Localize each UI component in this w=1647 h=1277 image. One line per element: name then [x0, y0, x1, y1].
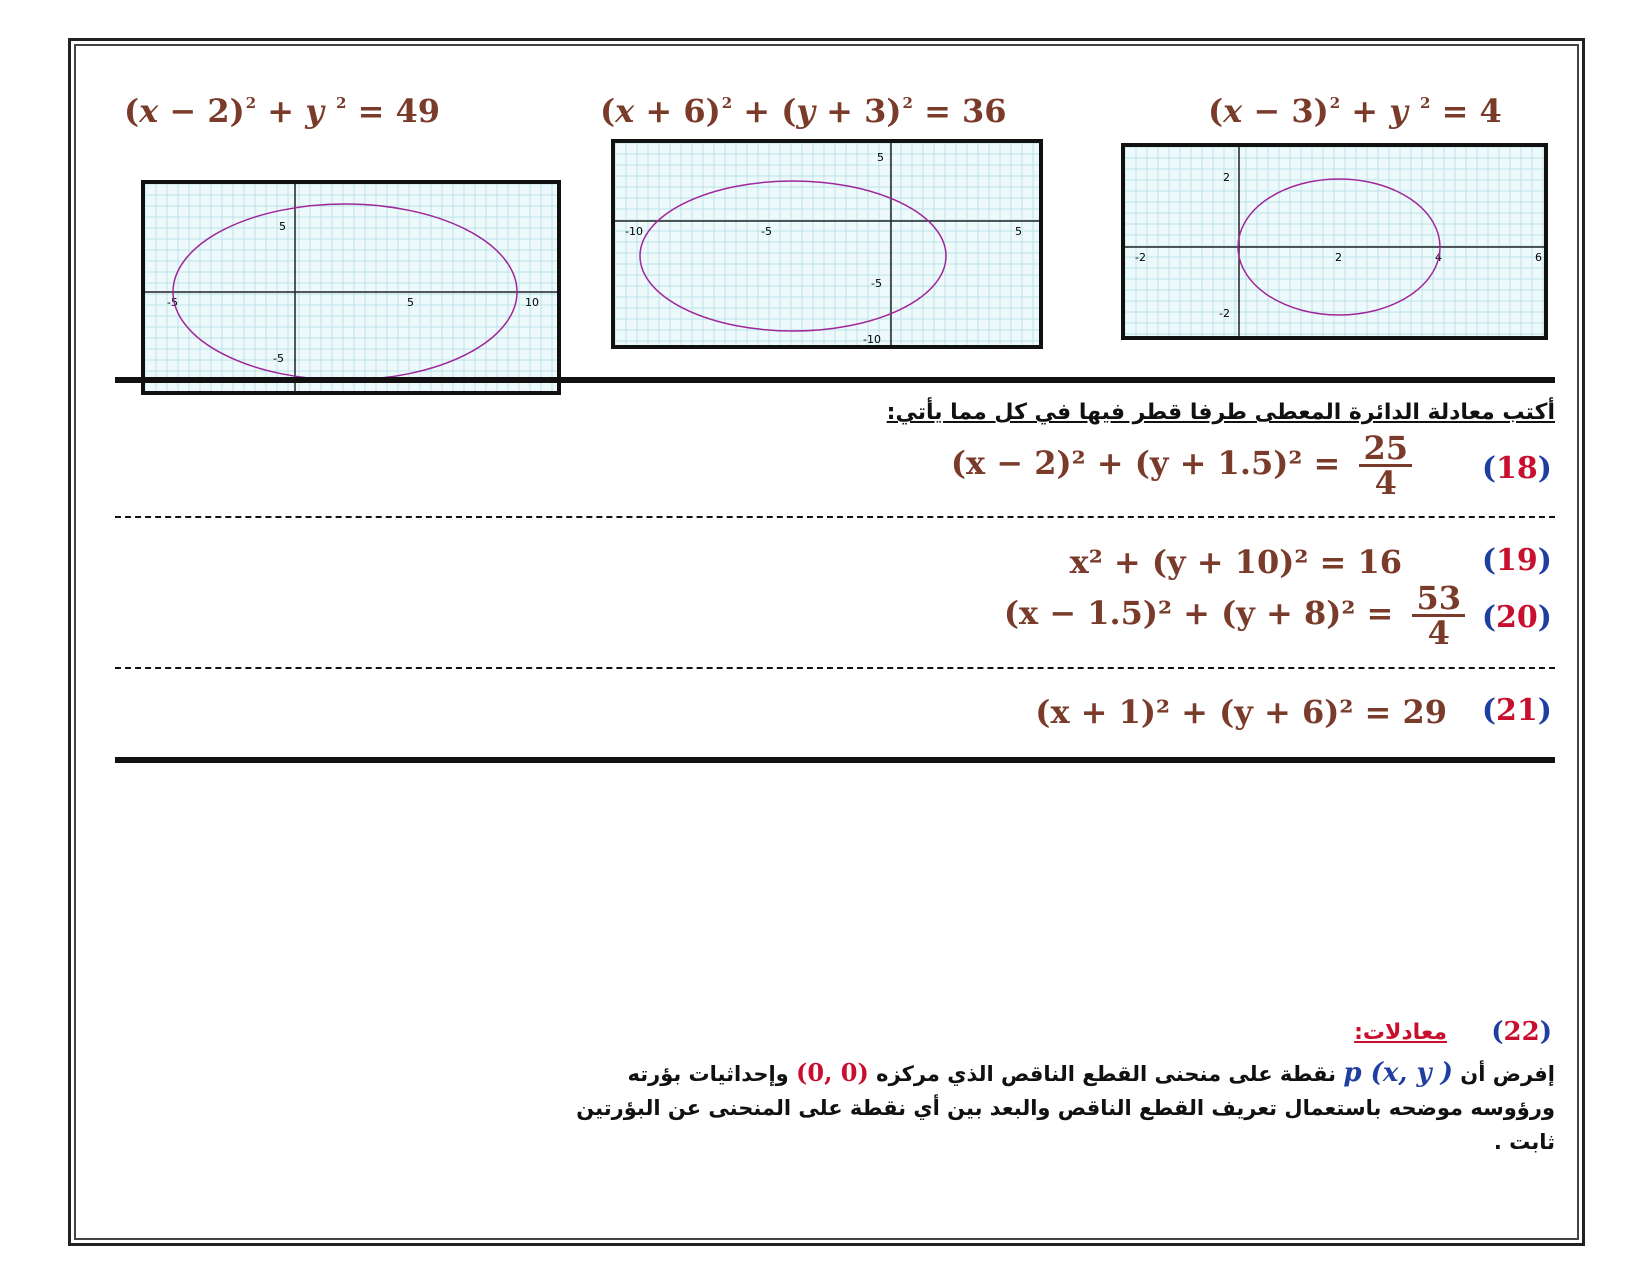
- graph-3-ytick-1: -2: [1219, 307, 1230, 320]
- graph-1-grid: [145, 184, 557, 391]
- section-title: أكتب معادلة الدائرة المعطى طرفا قطر فيها في كل مما يأتي:: [886, 400, 1555, 425]
- graph-3-xtick-0: -2: [1135, 251, 1146, 264]
- graph-equation-3: $(x - 3)^2 + y$ $^2$ = 4: [1208, 92, 1502, 130]
- graph-2-ytick-2: -10: [863, 333, 881, 345]
- graph-2-ytick-0: 5: [877, 151, 884, 164]
- graph-2-xtick-2: 5: [1015, 225, 1022, 238]
- divider-dashed-1: [115, 516, 1555, 518]
- graph-2-grid: [615, 143, 1039, 345]
- divider-dashed-2: [115, 667, 1555, 669]
- divider-middle: [115, 757, 1555, 763]
- graph-3-xtick-2: 4: [1435, 251, 1442, 264]
- problem-22-number: (22): [1491, 1017, 1552, 1047]
- graph-3-plot: [1125, 147, 1544, 336]
- problem-20-equation: (x − 1.5)² + (y + 8)² = $\frac{53}{4}$: [1004, 582, 1465, 649]
- graph-1-xtick-2: 10: [525, 296, 539, 309]
- problem-22-line-2: ورؤوسه موضحه باستعمال تعريف القطع الناقص والبعد بين أي نقطة على المنحنى عن البؤرتين: [576, 1096, 1555, 1120]
- graph-3-xtick-3: 6: [1535, 251, 1542, 264]
- graph-3-ytick-0: 2: [1223, 171, 1230, 184]
- problem-20-fraction: $\frac{53}{4}$: [1412, 582, 1465, 649]
- problem-19-number: (19): [1481, 543, 1552, 578]
- problem-18-number: (18): [1481, 451, 1552, 486]
- problem-20-number: (20): [1481, 600, 1552, 635]
- problem-21-number: (21): [1481, 693, 1552, 728]
- graph-equation-1: $(x - 2)^2 + y$ $^2$ = 49: [124, 92, 441, 130]
- graph-1-ytick-1: -5: [273, 352, 284, 365]
- graph-2-xtick-0: -10: [625, 225, 643, 238]
- circle-graph-2: [611, 139, 1043, 349]
- circle-graph-3: [1121, 143, 1548, 340]
- problem-21-equation: (x + 1)² + (y + 6)² = 29: [1035, 693, 1447, 731]
- divider-top: [115, 377, 1555, 383]
- graph-2-ytick-1: -5: [871, 277, 882, 290]
- graph-2-plot: [615, 143, 1039, 345]
- problem-22-line-3: ثابت .: [1493, 1130, 1555, 1154]
- graph-1-xtick-1: 5: [407, 296, 414, 309]
- graph-1-xtick-0: -5: [167, 296, 178, 309]
- graph-3-xtick-1: 2: [1335, 251, 1342, 264]
- graph-3-grid: [1125, 147, 1544, 336]
- graph-2-xtick-1: -5: [761, 225, 772, 238]
- problem-22-title: معادلات:: [1354, 1020, 1447, 1045]
- point-expression: p (x, y ): [1343, 1058, 1453, 1088]
- problem-22-line-1: إفرض أن p (x, y ) نقطة على منحنى القطع الناقص الذي مركزه (0, 0) وإحداثيات بؤرته: [627, 1058, 1555, 1088]
- origin-expression: (0, 0): [796, 1058, 869, 1087]
- problem-19-equation: x² + (y + 10)² = 16: [1069, 543, 1402, 581]
- circle-graph-1: [141, 180, 561, 395]
- problem-18-equation: (x − 2)² + (y + 1.5)² = $\frac{25}{4}$: [951, 432, 1412, 499]
- graph-equation-2: $(x + 6)^2 + (y + 3)^2 = 36$: [600, 92, 1007, 130]
- graph-1-plot: [145, 184, 557, 391]
- problem-18-fraction: $\frac{25}{4}$: [1359, 432, 1412, 499]
- graph-1-ytick-0: 5: [279, 220, 286, 233]
